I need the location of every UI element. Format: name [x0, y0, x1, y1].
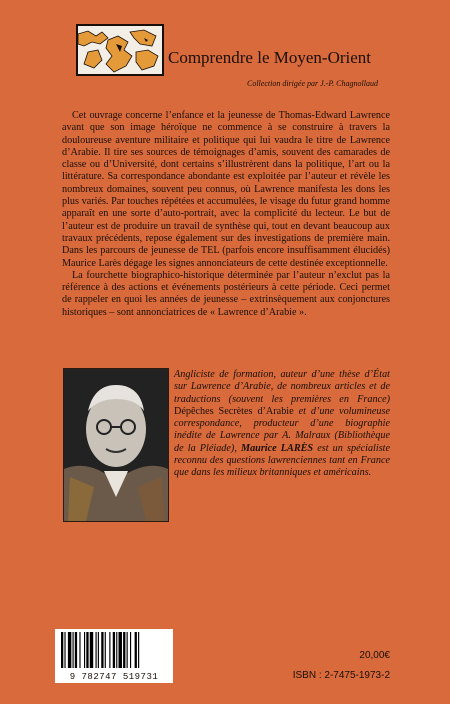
map-logo	[76, 24, 164, 76]
series-title: Comprendre le Moyen-Orient	[168, 48, 371, 67]
author-name: Maurice LARÈS	[241, 442, 314, 454]
barcode-bars	[55, 629, 173, 671]
bio-text: Angliciste de formation, auteur d’une thèse d’État sur Lawrence d’Arabie, de nombreux articles et de traductions (souvent les premières en France)	[174, 369, 390, 405]
isbn: ISBN : 2-7475-1973-2	[292, 670, 390, 681]
bio-text: est un spécialiste reconnu des questions lawrenciennes tant en France que dans les milieux britanniques et américains.	[174, 442, 391, 479]
price: 20,00€	[359, 650, 390, 661]
middle-east-map-icon	[78, 26, 162, 74]
blurb-paragraph: La fourchette biographico-historique déterminée par l’auteur n’exclut pas la référence à des actions et événements postérieurs à cette période. Ceci permet de rappeler en quoi les années de jeunesse – extrinsèquement aux conjonctures historiques – sont annonciatrices de « Lawrence d’Arabie ».	[62, 269, 390, 318]
author-photo-icon	[64, 369, 168, 521]
author-biography	[174, 369, 390, 480]
series-editor: Collection dirigée par J.-P. Chagnollaud	[247, 79, 378, 88]
author-portrait	[63, 368, 169, 522]
back-cover-blurb	[62, 110, 390, 319]
bio-text: et d’une volumineuse correspondance, producteur d’une biographie inédite de Lawrence par A. Malraux (Bibliothèque de la Pléiade),	[174, 405, 390, 454]
blurb-paragraph: Cet ouvrage concerne l’enfance et la jeunesse de Thomas-Edward Lawrence avant que son image héroïque ne commence à se construire à travers la douloureuse aventure militaire et politique qui lui vaudra le titre de Lawrence d’Arabie. Il tire ses sources de témoignages d’amis, souvent des camarades de classe ou d’Université, dont certains s’illustrèrent dans la politique, l’art ou la littérature. Sa correspondance abondante est exploitée par l’auteur et révèle les nombreux domaines, souvent peu connus, où Lawrence manifesta les dons les plus variés. Par touches répétées et accumulées, le visage du futur grand homme apparaît en une sorte d’auto-portrait, avec la complicité du lecteur. Le but de l’auteur est de produire un travail de synthèse qui, tout en devant beaucoup aux travaux précédents, repose également sur des investigations de première main. Dans les parcours de jeunesse de TEL (parfois encore insuffisamment élucidés) Maurice Larès dégage les signes annonciateurs de cette destinée exceptionnelle.	[62, 110, 390, 269]
barcode-number: 9 782747 519731	[55, 672, 173, 683]
bio-book-title: Dépêches Secrètes d’Arabie	[174, 405, 294, 417]
